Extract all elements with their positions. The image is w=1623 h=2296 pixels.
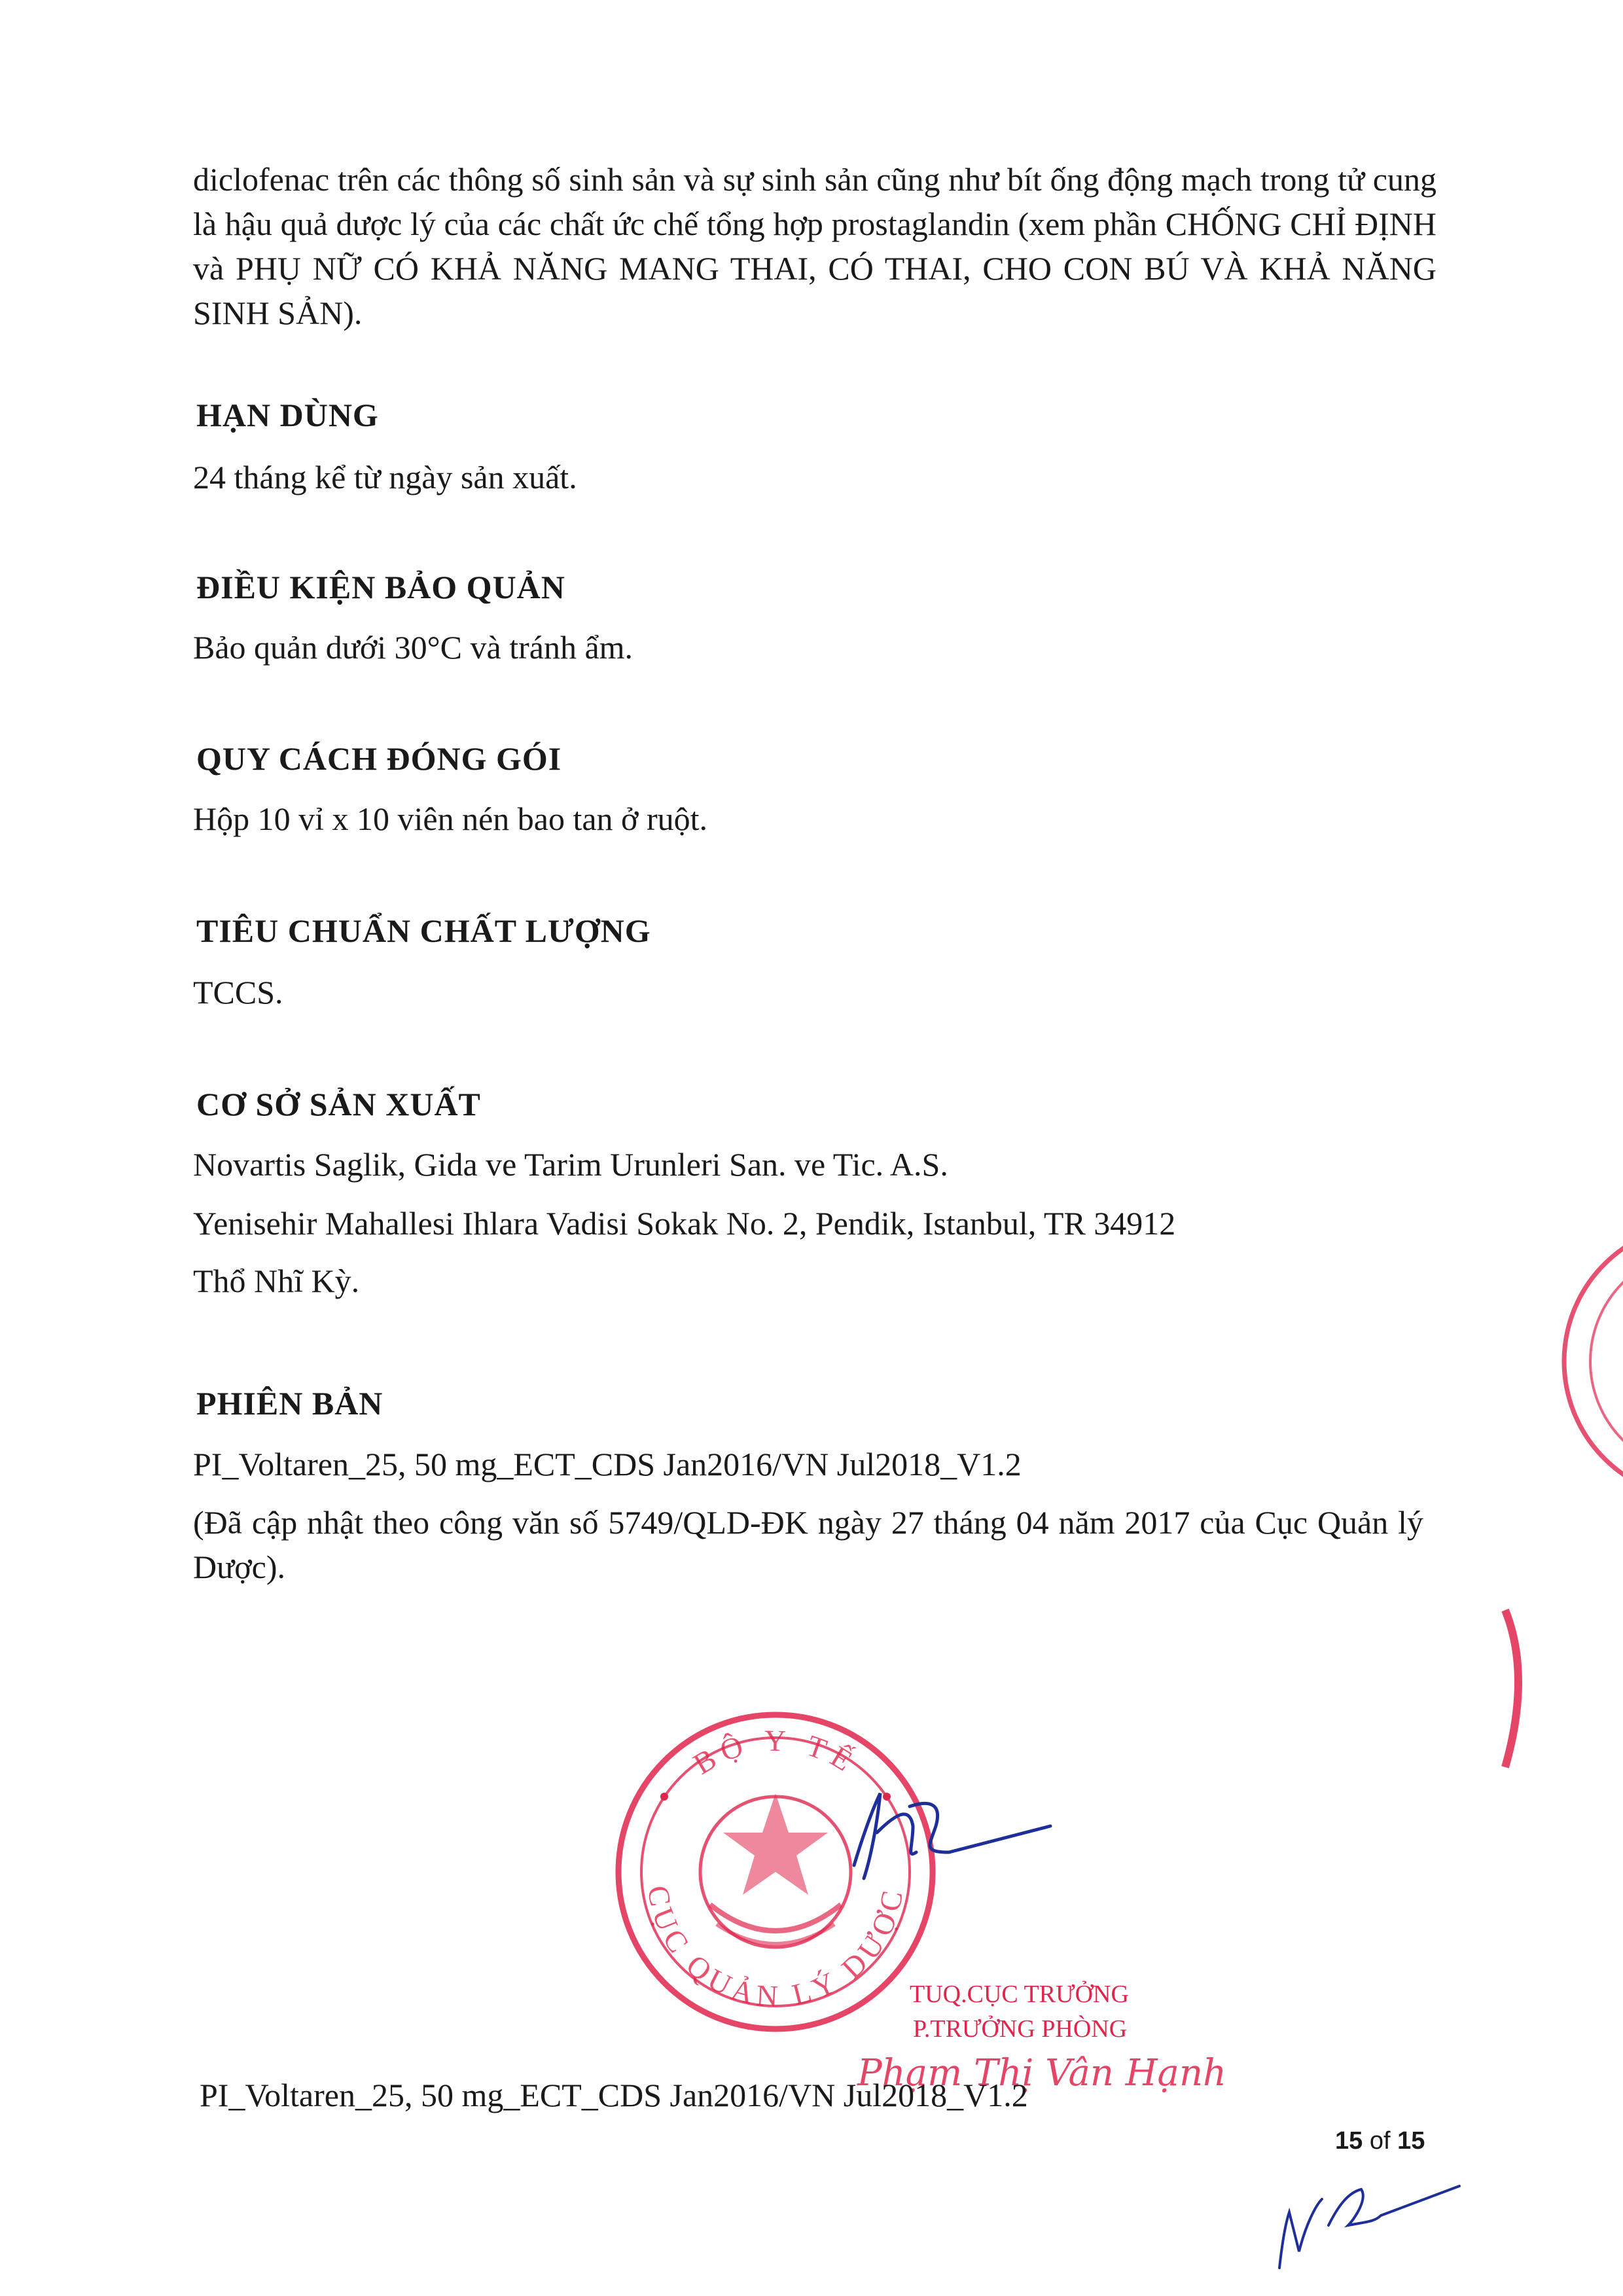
page-separator: of xyxy=(1369,2127,1391,2155)
packaging-heading: QUY CÁCH ĐÓNG GÓI xyxy=(196,740,562,777)
page-number xyxy=(1335,2127,1425,2155)
footer-doc-id: PI_Voltaren_25, 50 mg_ECT_CDS Jan2016/VN Jul2018_V1.2 xyxy=(200,2077,1028,2113)
shelf-life-text: 24 tháng kể từ ngày sản xuất. xyxy=(193,459,577,495)
packaging-text: Hộp 10 vỉ x 10 viên nén bao tan ở ruột. xyxy=(193,800,708,837)
manufacturer-heading: CƠ SỞ SẢN XUẤT xyxy=(196,1086,481,1122)
version-heading: PHIÊN BẢN xyxy=(196,1385,383,1422)
page-total: 15 xyxy=(1397,2127,1425,2155)
page-current: 15 xyxy=(1335,2127,1363,2155)
manufacturer-address: Yenisehir Mahallesi Ihlara Vadisi Sokak No. 2, Pendik, Istanbul, TR 34912 xyxy=(193,1205,1176,1242)
quality-heading: TIÊU CHUẨN CHẤT LƯỢNG xyxy=(196,912,651,949)
shelf-life-heading: HẠN DÙNG xyxy=(196,397,379,433)
version-note: (Đã cập nhật theo công văn số 5749/QLD-ĐK ngày 27 tháng 04 năm 2017 của Cục Quản lý Dược). xyxy=(193,1504,1423,1585)
signature-title-1: TUQ.CỤC TRƯỞNG xyxy=(910,1981,1129,2008)
manufacturer-country: Thổ Nhĩ Kỳ. xyxy=(193,1263,360,1299)
signature-title-2: P.TRƯỞNG PHÒNG xyxy=(913,2015,1128,2043)
stamp-top-text xyxy=(688,1724,865,1781)
manufacturer-name: Novartis Saglik, Gida ve Tarim Urunleri San. ve Tic. A.S. xyxy=(193,1146,948,1183)
emblem-star-icon xyxy=(723,1793,828,1895)
initials-mark xyxy=(1279,2186,1459,2268)
intro-paragraph: diclofenac trên các thông số sinh sản và sự sinh sản cũng như bít ống động mạch trong tử cung là hậu quả dược lý của các chất ức chế tổng hợp prostaglandin (xem phần CHỐNG CHỈ ĐỊNH và PHỤ NỮ CÓ KHẢ NĂNG MANG THAI, CÓ THAI, CHO CON BÚ VÀ KHẢ NĂNG SINH SẢN). xyxy=(193,161,1436,331)
version-id: PI_Voltaren_25, 50 mg_ECT_CDS Jan2016/VN Jul2018_V1.2 xyxy=(193,1446,1022,1482)
storage-text: Bảo quản dưới 30°C và tránh ẩm. xyxy=(193,629,633,666)
margin-seal-fragment xyxy=(1505,1224,1623,1767)
stamp-bottom-text-path: CỤC QUẢN LÝ DƯỢC xyxy=(641,1883,910,2013)
signatory-name: Phạm Thị Vân Hạnh xyxy=(857,2052,1227,2094)
stamp-top-text-path: BỘ Y TẾ xyxy=(687,1723,864,1781)
handwritten-signature xyxy=(854,1793,1050,1878)
quality-text: TCCS. xyxy=(193,974,283,1011)
storage-heading: ĐIỀU KIỆN BẢO QUẢN xyxy=(196,569,565,605)
